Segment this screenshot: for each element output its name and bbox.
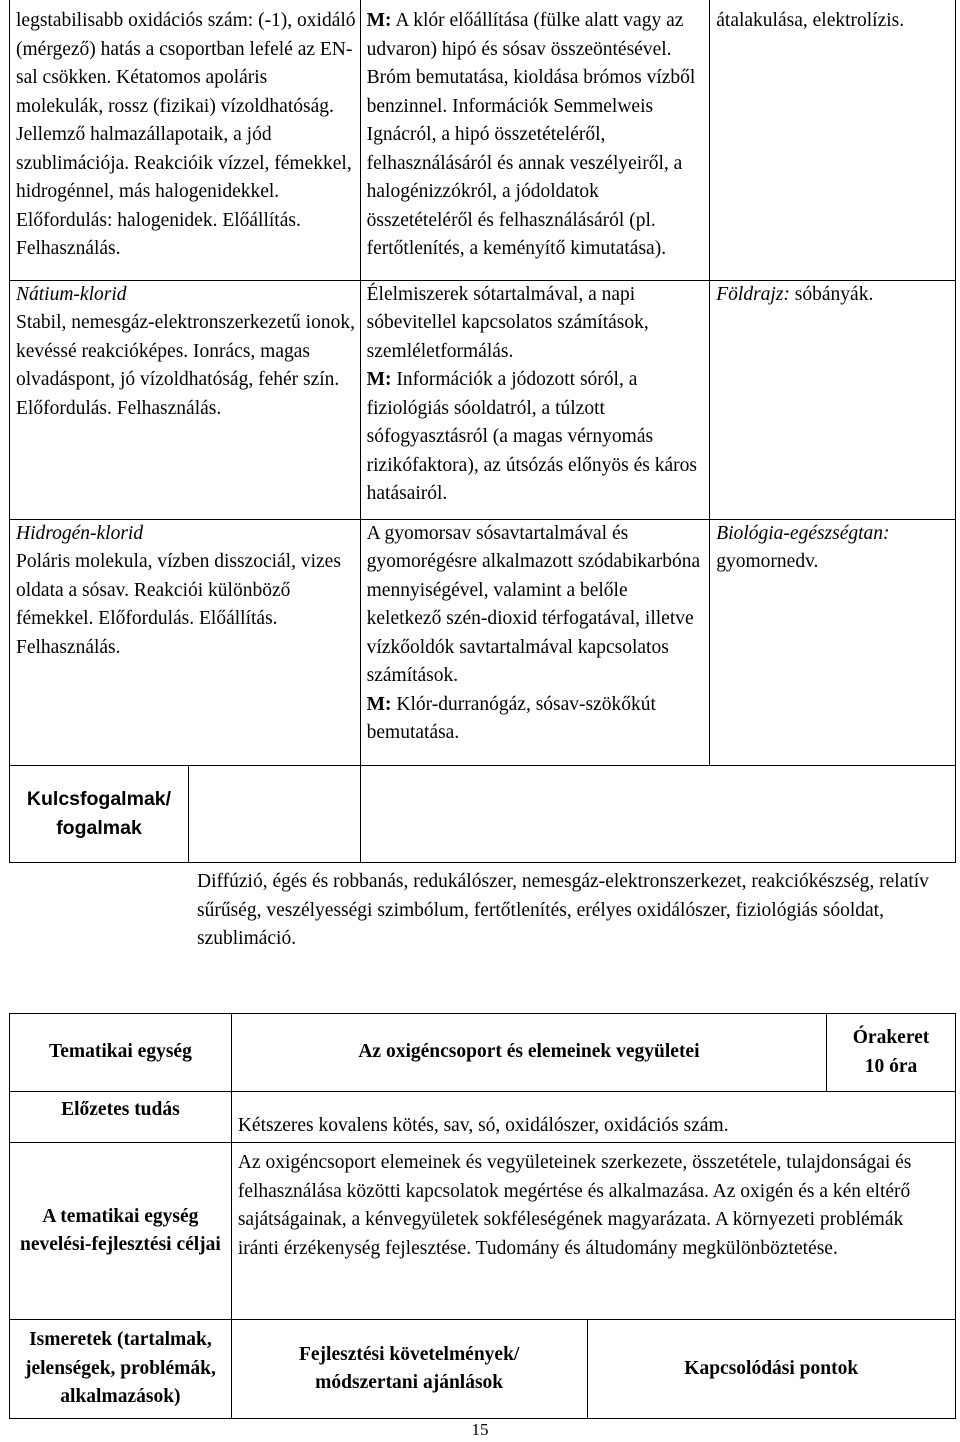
knowledge-cell bbox=[10, 280, 361, 519]
topic-title-sodium-chloride: Nátium-klorid bbox=[16, 283, 127, 305]
knowledge-cell bbox=[10, 0, 361, 280]
prior-knowledge-label: Előzetes tudás bbox=[61, 1099, 180, 1120]
connections-cell bbox=[710, 280, 956, 519]
goals-text: Az oxigéncsoport elemeinek és vegyületeinek szerkezete, összetétele, tulajdonságai és felhasználása közötti kapcsolatok megértése és alkalmazása. Az oxigén és a kén eltérő sajátságainak, a kénvegyületek sokféleségének magyarázata. A környezeti problémák iránti érzékenység fejlesztése. Tudomány és áltudomány megkülönböztetése. bbox=[237, 1152, 912, 1259]
goals-text-cell bbox=[231, 1143, 955, 1320]
keywords-text: Diffúzió, égés és robbanás, redukálószer, nemesgáz-elektronszerkezet, reakciókészség, relatív sűrűség, veszélyességi szimbólum, fertőtlenítés, erélyes oxidálószer, fiziológiás sóoldat, szublimáció. bbox=[197, 871, 929, 949]
table-row bbox=[10, 1143, 956, 1320]
unit-title: Az oxigéncsoport és elemeinek vegyületei bbox=[358, 1041, 700, 1063]
keywords-text-cell bbox=[360, 765, 955, 862]
prior-knowledge-label-cell bbox=[10, 1092, 232, 1143]
demo-prefix: M: bbox=[366, 693, 392, 715]
prior-knowledge-text: Kétszeres kovalens kötés, sav, só, oxidálószer, oxidációs szám. bbox=[237, 1114, 729, 1136]
goals-label: A tematikai egység nevelési-fejlesztési céljai bbox=[19, 1205, 221, 1255]
table-row bbox=[10, 1014, 956, 1092]
subject-label-biology: Biológia-egészségtan: bbox=[716, 522, 890, 544]
connections-text: gyomornedv. bbox=[716, 551, 819, 572]
halogen-properties-text: legstabilisabb oxidációs szám: (-1), oxidáló (mérgező) hatás a csoportban lefelé az EN-sal csökken. Kétatomos apoláris molekulák, rossz (fizikai) vízoldhatóság. Jellemző halmazállapotaik, a jód szublimációja. Reakcióik vízzel, fémekkel, hidrogénnel, más halogenidekkel. Előfordulás: halogenidek. Előállítás. Felhasználás. bbox=[16, 10, 356, 259]
connections-cell bbox=[710, 0, 956, 280]
table-row bbox=[10, 765, 956, 862]
column-header-knowledge: Ismeretek (tartalmak, jelenségek, problémák, alkalmazások) bbox=[10, 1320, 232, 1419]
knowledge-cell bbox=[10, 519, 361, 765]
unit-label: Tematikai egység bbox=[49, 1041, 192, 1063]
connections-text: sóbányák. bbox=[789, 283, 874, 305]
table-row bbox=[10, 280, 956, 519]
topic-title-hydrogen-chloride: Hidrogén-klorid bbox=[16, 522, 144, 544]
keywords-label-cell bbox=[10, 765, 361, 862]
hydrogen-chloride-text: Poláris molekula, vízben disszociál, vizes oldata a sósav. Reakciói különböző fémekkel. Előfordulás. Előállítás. Felhasználás. bbox=[16, 551, 341, 658]
stomach-acid-calc-text: A gyomorsav sósavtartalmával és gyomorégésre alkalmazott szódabikarbóna mennyiségével, valamint a belőle keletkező szén-dioxid térfogatával, illetve vízkőoldók savtartalmával kapcsolatos számítások. bbox=[366, 522, 701, 686]
requirements-cell bbox=[360, 519, 710, 765]
prior-knowledge-text-cell bbox=[231, 1092, 955, 1143]
table-row bbox=[10, 519, 956, 765]
hcl-demo-text: Klór-durranógáz, sósav-szökőkút bemutatása. bbox=[366, 693, 656, 743]
unit-label-cell bbox=[10, 1014, 232, 1092]
subject-label-geography: Földrajz: bbox=[716, 283, 790, 305]
hours-cell bbox=[827, 1014, 956, 1092]
requirements-cell bbox=[360, 0, 710, 280]
sodium-chloride-text: Stabil, nemesgáz-elektronszerkezetű ionok, kevéssé reakcióképes. Ionrács, magas olvadáspont, jó vízoldhatóság, fehér szín. Előfordulás. Felhasználás. bbox=[16, 312, 355, 419]
page-number: 15 bbox=[471, 1420, 489, 1439]
unit-title-cell bbox=[231, 1014, 826, 1092]
column-header-connections: Kapcsolódási pontok bbox=[587, 1320, 956, 1419]
goals-label-cell bbox=[10, 1143, 232, 1320]
column-header-requirements: Fejlesztési követelmények/ módszertani ajánlások bbox=[231, 1320, 587, 1419]
table-row bbox=[10, 0, 956, 280]
demo-prefix: M: bbox=[366, 10, 392, 31]
requirements-cell bbox=[360, 280, 710, 519]
content-table-halogens bbox=[9, 0, 956, 863]
connections-text: átalakulása, elektrolízis. bbox=[716, 10, 905, 31]
hours-value: 10 óra bbox=[864, 1055, 918, 1077]
table-row bbox=[10, 1320, 956, 1419]
salt-info-text: Információk a jódozott sóról, a fiziológiás sóoldatról, a túlzott sófogyasztásról (a magas vérnyomás rizikófaktora), az útsózás előnyös és káros hatásairól. bbox=[366, 369, 697, 504]
table-row bbox=[10, 1092, 956, 1143]
hours-label: Órakeret bbox=[852, 1027, 930, 1048]
keywords-label: Kulcsfogalmak/ fogalmak bbox=[10, 766, 189, 862]
chlorine-demo-text: A klór előállítása (fülke alatt vagy az udvaron) hipó és sósav összeöntésével. Bróm bemutatása, kioldása brómos vízből benzinnel. Információk Semmelweis Ignácról, a hipó összetételéről, felhasználásáról és annak veszélyeiről, a halogénizzókról, a jódoldatok összetételéről és felhasználásáról (pl. fertőtlenítés, a keményítő kimutatása). bbox=[366, 10, 696, 259]
salt-calculation-text: Élelmiszerek sótartalmával, a napi sóbevitellel kapcsolatos számítások, szemléletformálás. bbox=[366, 283, 649, 362]
connections-cell bbox=[710, 519, 956, 765]
demo-prefix: M: bbox=[366, 369, 392, 390]
thematic-unit-table bbox=[9, 1013, 956, 1419]
